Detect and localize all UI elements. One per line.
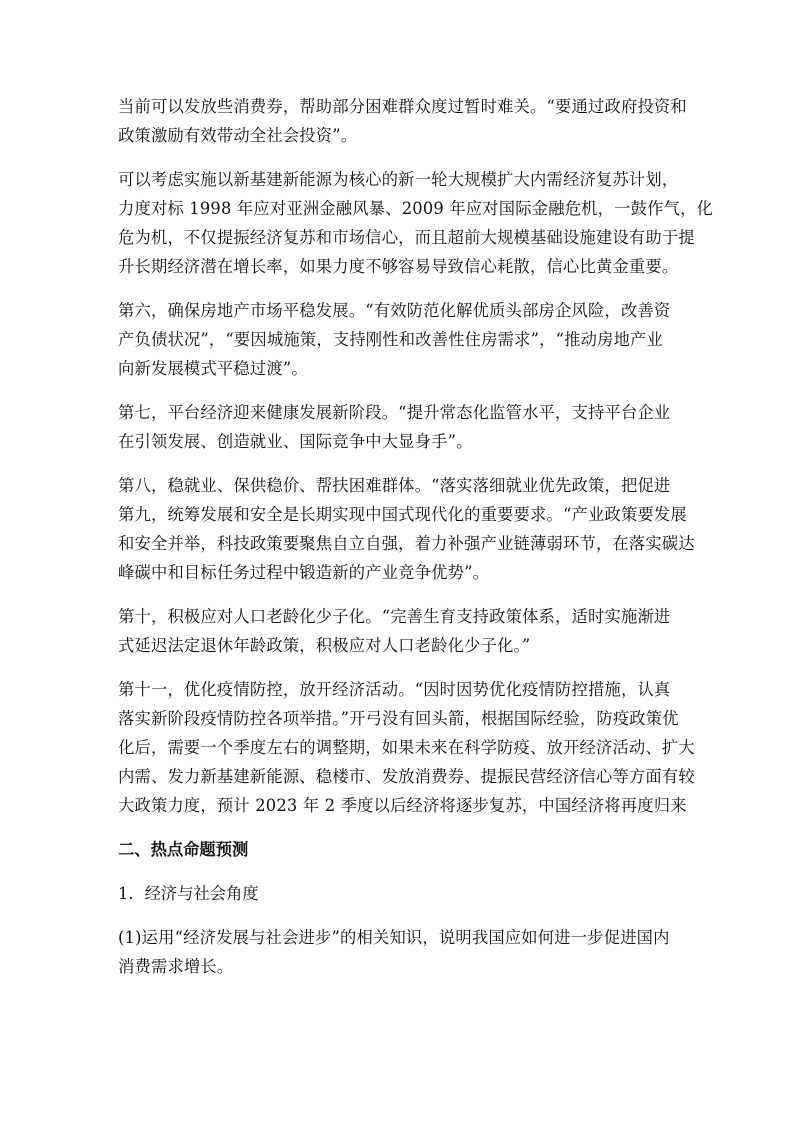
text-line: 可以考虑实施以新基建新能源为核心的新一轮大规模扩大内需经济复苏计划， [118, 170, 679, 189]
text-line: 当前可以发放些消费券，帮助部分困难群众度过暂时难关。“要通过政府投资和 [118, 97, 687, 116]
text-line: 向新发展模式平稳过渡”。 [118, 359, 308, 378]
text-line: 式延迟法定退休年龄政策，积极应对人口老龄化少子化。” [118, 636, 531, 655]
text-line: 第七，平台经济迎来健康发展新阶段。“提升常态化监管水平，支持平台企业 [118, 403, 671, 422]
question-paragraph [118, 923, 678, 981]
text-line: 落实新阶段疫情防控各项举措。”开弓没有回头箭，根据国际经验，防疫政策优 [118, 709, 679, 728]
text-line: 在引领发展、创造就业、国际竞争中大显身手”。 [118, 432, 473, 451]
section-heading: 二、热点命题预测 [118, 840, 249, 859]
paragraph-point-seven-platform-economy [118, 398, 678, 456]
text-line: 第六，确保房地产市场平稳发展。“有效防范化解优质头部房企风险，改善资 [118, 301, 671, 320]
paragraph-point-eleven-epidemic [118, 675, 695, 820]
text-line: 内需、发力新基建新能源、稳楼市、发放消费券、提振民营经济信心等方面有较 [118, 767, 695, 786]
text-line: 升长期经济潜在增长率，如果力度不够容易导致信心耗散，信心比黄金重要。 [118, 257, 679, 276]
text-line: 第十一，优化疫情防控，放开经济活动。“因时因势优化疫情防控措施，认真 [118, 680, 671, 699]
text-line: 第十，积极应对人口老龄化少子化。“完善生育支持政策体系，适时实施渐进 [118, 607, 671, 626]
paragraph-consumption-vouchers [118, 92, 687, 150]
paragraph-point-eight-nine [118, 471, 695, 587]
text-line: 消费需求增长。 [118, 957, 234, 976]
text-line: 第八，稳就业、保供稳价、帮扶困难群体。“落实落细就业优先政策，把促进 [118, 476, 671, 495]
paragraph-demand-expansion-plan [118, 165, 714, 281]
paragraph-point-ten-aging [118, 602, 678, 660]
text-line: 第九，统筹发展和安全是长期实现中国式现代化的重要要求。“产业政策要发展 [118, 505, 687, 524]
text-line: 产负债状况”，“要因城施策，支持刚性和改善性住房需求”，“推动房地产业 [118, 330, 664, 349]
text-line: 大政策力度，预计 2023 年 2 季度以后经济将逐步复苏，中国经济将再度归来 [118, 796, 687, 815]
text-line: (1)运用“经济发展与社会进步”的相关知识，说明我国应如何进一步促进国内 [118, 928, 670, 947]
paragraph-point-six-real-estate [118, 296, 678, 383]
text-line: 峰碳中和目标任务过程中锻造新的产业竞争优势”。 [118, 563, 490, 582]
subsection-heading: 1．经济与社会角度 [118, 884, 259, 903]
document-body [118, 92, 714, 996]
text-line: 政策激励有效带动全社会投资”。 [118, 126, 358, 145]
text-line: 力度对标 1998 年应对亚洲金融风暴、2009 年应对国际金融危机，一鼓作气，化 [118, 199, 714, 218]
text-line: 化后，需要一个季度左右的调整期，如果未来在科学防疫、放开经济活动、扩大 [118, 738, 695, 757]
text-line: 危为机，不仅提振经济复苏和市场信心，而且超前大规模基础设施建设有助于提 [118, 228, 695, 247]
text-line: 和安全并举，科技政策要聚焦自立自强，着力补强产业链薄弱环节，在落实碳达 [118, 534, 695, 553]
